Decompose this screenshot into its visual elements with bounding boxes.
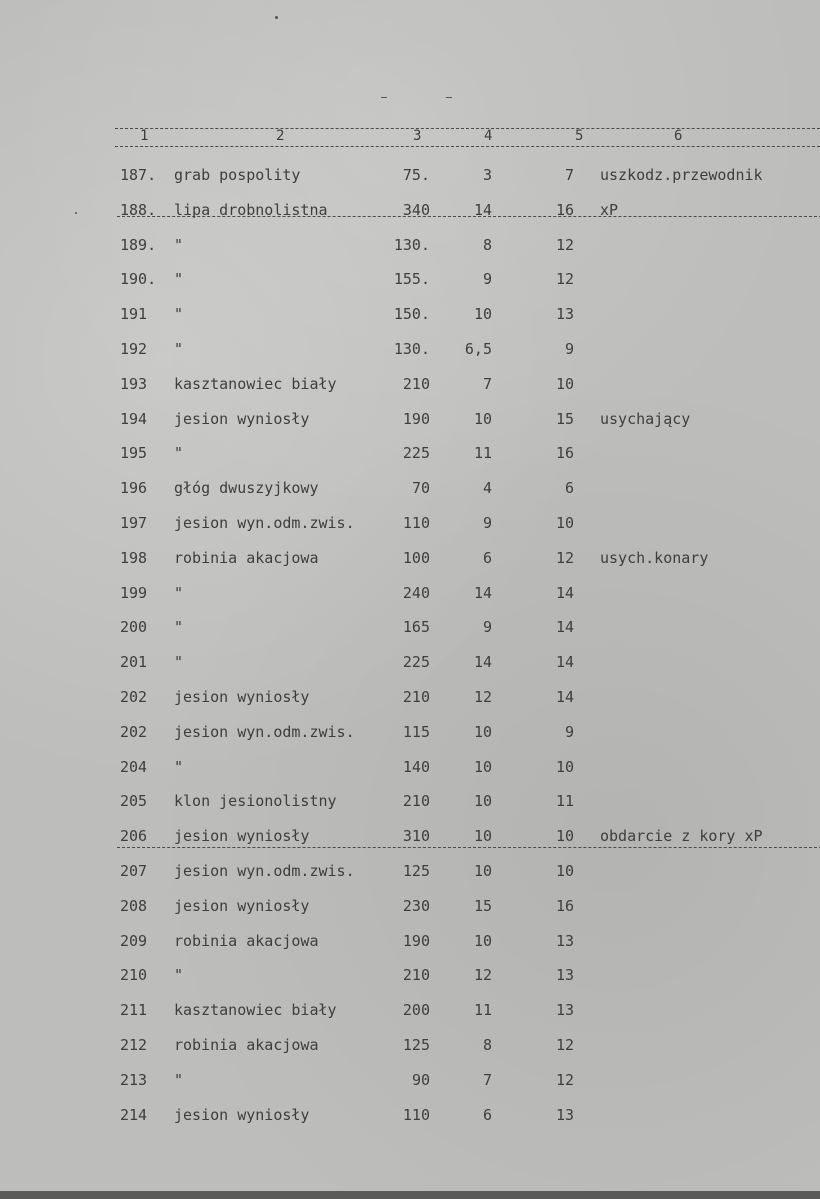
cell-c4: 11	[473, 1001, 492, 1019]
cell-no: 213	[120, 1071, 148, 1089]
cell-no: 198	[120, 549, 148, 567]
cell-c5: 7	[564, 166, 574, 184]
cell-no: 209	[120, 932, 148, 950]
column-header: 1	[140, 128, 149, 144]
cell-name: robinia akacjowa	[174, 1036, 319, 1054]
cell-c4: 10	[473, 305, 492, 323]
cell-name: jesion wyniosły	[174, 688, 310, 706]
cell-c4: 10	[473, 827, 492, 845]
cell-name: jesion wyniosły	[174, 410, 310, 428]
cell-c5: 14	[555, 688, 574, 706]
cell-c5: 16	[555, 897, 574, 915]
cell-c4: 10	[473, 758, 492, 776]
cell-c3: 210	[402, 792, 430, 810]
cell-c4: 14	[473, 584, 492, 602]
cell-c4: 12	[473, 966, 492, 984]
cell-name: jesion wyn.odm.zwis.	[174, 723, 355, 741]
cell-no: 199	[120, 584, 148, 602]
cell-c5: 12	[555, 549, 574, 567]
cell-no: 205	[120, 792, 148, 810]
cell-name: jesion wyn.odm.zwis.	[174, 514, 355, 532]
cell-c5: 11	[555, 792, 574, 810]
cell-name: "	[174, 1071, 184, 1089]
cell-name: kasztanowiec biały	[174, 1001, 337, 1019]
cell-name: "	[174, 270, 184, 288]
cell-c3: 70	[411, 479, 430, 497]
cell-note: usych.konary	[600, 549, 709, 567]
column-header: 5	[575, 128, 584, 144]
cell-c4: 14	[473, 201, 492, 219]
cell-c3: 165	[402, 618, 430, 636]
cell-no: 204	[120, 758, 148, 776]
cell-c5: 9	[564, 723, 574, 741]
cell-c4: 11	[473, 444, 492, 462]
cell-no: 206	[120, 827, 148, 845]
cell-c4: 7	[482, 375, 492, 393]
cell-no: 194	[120, 410, 148, 428]
cell-c4: 9	[482, 514, 492, 532]
cell-c3: 225	[402, 444, 430, 462]
cell-no: 193	[120, 375, 148, 393]
cell-name: jesion wyniosły	[174, 1106, 310, 1124]
cell-c3: 200	[402, 1001, 430, 1019]
cell-c5: 16	[555, 201, 574, 219]
column-header: 2	[276, 128, 285, 144]
cell-no: 195	[120, 444, 148, 462]
cell-c5: 14	[555, 618, 574, 636]
cell-note: xP	[600, 201, 619, 219]
cell-c4: 10	[473, 932, 492, 950]
cell-c4: 8	[482, 1036, 492, 1054]
cell-c4: 10	[473, 862, 492, 880]
cell-c4: 10	[473, 792, 492, 810]
row-separator	[117, 847, 820, 848]
cell-no: 202	[120, 723, 148, 741]
cell-name: "	[174, 618, 184, 636]
header-bottom-rule	[115, 146, 820, 147]
cell-c3: 240	[402, 584, 430, 602]
cell-no: 188.	[120, 201, 157, 219]
cell-c5: 15	[555, 410, 574, 428]
cell-c5: 12	[555, 270, 574, 288]
cell-c5: 10	[555, 862, 574, 880]
cell-name: "	[174, 444, 184, 462]
cell-name: jesion wyniosły	[174, 897, 310, 915]
cell-no: 196	[120, 479, 148, 497]
cell-c3: 155.	[393, 270, 430, 288]
cell-name: robinia akacjowa	[174, 932, 319, 950]
cell-c4: 12	[473, 688, 492, 706]
cell-c5: 10	[555, 758, 574, 776]
cell-name: "	[174, 653, 184, 671]
cell-c4: 4	[482, 479, 492, 497]
paper-speck	[275, 16, 278, 19]
cell-c5: 10	[555, 514, 574, 532]
cell-no: 207	[120, 862, 148, 880]
column-header: 4	[484, 128, 493, 144]
cell-no: 190.	[120, 270, 157, 288]
cell-no: 202	[120, 688, 148, 706]
cell-c3: 90	[411, 1071, 430, 1089]
cell-no: 208	[120, 897, 148, 915]
cell-name: jesion wyniosły	[174, 827, 310, 845]
cell-c3: 340	[402, 201, 430, 219]
cell-c5: 13	[555, 932, 574, 950]
cell-c4: 10	[473, 723, 492, 741]
header-top-rule	[115, 128, 820, 129]
cell-c3: 115	[402, 723, 430, 741]
cell-name: kasztanowiec biały	[174, 375, 337, 393]
cell-c3: 190	[402, 932, 430, 950]
cell-c4: 14	[473, 653, 492, 671]
cell-no: 189.	[120, 236, 157, 254]
cell-c5: 13	[555, 966, 574, 984]
cell-c5: 12	[555, 1036, 574, 1054]
page-edge	[0, 1191, 820, 1199]
cell-c4: 9	[482, 270, 492, 288]
cell-note: obdarcie z kory xP	[600, 827, 763, 845]
cell-name: robinia akacjowa	[174, 549, 319, 567]
cell-c5: 13	[555, 1106, 574, 1124]
cell-c3: 225	[402, 653, 430, 671]
cell-c4: 9	[482, 618, 492, 636]
cell-name: "	[174, 305, 184, 323]
cell-c5: 14	[555, 653, 574, 671]
cell-c3: 110	[402, 514, 430, 532]
cell-c4: 8	[482, 236, 492, 254]
cell-note: usychający	[600, 410, 691, 428]
cell-c5: 14	[555, 584, 574, 602]
cell-c5: 6	[564, 479, 574, 497]
cell-no: 191	[120, 305, 148, 323]
cell-c5: 13	[555, 305, 574, 323]
cell-name: klon jesionolistny	[174, 792, 337, 810]
cell-c5: 12	[555, 236, 574, 254]
cell-no: 200	[120, 618, 148, 636]
cell-c3: 230	[402, 897, 430, 915]
cell-name: "	[174, 758, 184, 776]
paper-speck	[381, 97, 387, 98]
cell-name: grab pospolity	[174, 166, 301, 184]
cell-c3: 125	[402, 862, 430, 880]
cell-c4: 6	[482, 549, 492, 567]
cell-c5: 12	[555, 1071, 574, 1089]
cell-no: 211	[120, 1001, 148, 1019]
cell-c5: 10	[555, 827, 574, 845]
cell-name: "	[174, 236, 184, 254]
column-header: 6	[674, 128, 683, 144]
cell-c3: 190	[402, 410, 430, 428]
cell-c3: 310	[402, 827, 430, 845]
cell-no: 197	[120, 514, 148, 532]
cell-c4: 3	[482, 166, 492, 184]
cell-no: 201	[120, 653, 148, 671]
cell-c5: 16	[555, 444, 574, 462]
cell-c3: 210	[402, 966, 430, 984]
cell-c3: 125	[402, 1036, 430, 1054]
cell-c5: 10	[555, 375, 574, 393]
cell-name: głóg dwuszyjkowy	[174, 479, 319, 497]
cell-c4: 6	[482, 1106, 492, 1124]
cell-c3: 110	[402, 1106, 430, 1124]
cell-c3: 210	[402, 375, 430, 393]
cell-c3: 210	[402, 688, 430, 706]
cell-c3: 100	[402, 549, 430, 567]
cell-name: "	[174, 340, 184, 358]
cell-no: 212	[120, 1036, 148, 1054]
cell-name: "	[174, 584, 184, 602]
cell-no: 192	[120, 340, 148, 358]
cell-c3: 150.	[393, 305, 430, 323]
cell-no: 210	[120, 966, 148, 984]
cell-c3: 130.	[393, 340, 430, 358]
cell-no: 187.	[120, 166, 157, 184]
cell-c5: 13	[555, 1001, 574, 1019]
cell-c4: 15	[473, 897, 492, 915]
cell-name: lipa drobnolistna	[174, 201, 328, 219]
paper-speck	[446, 97, 452, 98]
cell-c4: 10	[473, 410, 492, 428]
column-header: 3	[413, 128, 422, 144]
cell-name: "	[174, 966, 184, 984]
cell-c4: 7	[482, 1071, 492, 1089]
cell-c3: 75.	[402, 166, 430, 184]
paper-speck	[75, 212, 77, 214]
cell-c5: 9	[564, 340, 574, 358]
cell-no: 214	[120, 1106, 148, 1124]
cell-note: uszkodz.przewodnik	[600, 166, 763, 184]
cell-c3: 130.	[393, 236, 430, 254]
cell-name: jesion wyn.odm.zwis.	[174, 862, 355, 880]
cell-c3: 140	[402, 758, 430, 776]
cell-c4: 6,5	[464, 340, 492, 358]
